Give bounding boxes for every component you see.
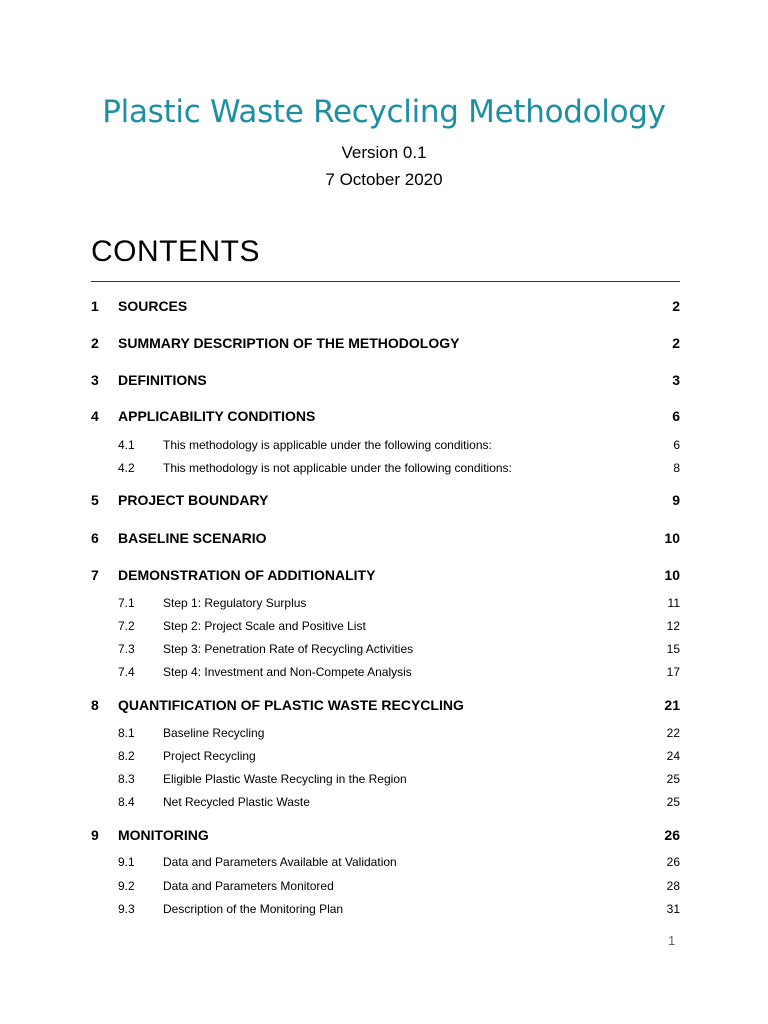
toc-entry-page: 26 — [664, 827, 680, 843]
toc-entry[interactable] — [91, 333, 680, 353]
toc-entry-page: 11 — [667, 596, 680, 610]
toc-entry-label: QUANTIFICATION OF PLASTIC WASTE RECYCLING — [118, 697, 464, 713]
toc-entry-number: 4 — [91, 408, 99, 424]
toc-entry-number: 7.2 — [118, 619, 135, 633]
toc-entry-label: APPLICABILITY CONDITIONS — [118, 408, 316, 424]
toc-entry-number: 8.4 — [118, 795, 135, 809]
document-date: 7 October 2020 — [325, 170, 443, 189]
toc-entry-label: This methodology is applicable under the following conditions: — [163, 438, 492, 452]
toc-entry-page: 9 — [672, 492, 680, 508]
toc-entry-page: 26 — [666, 855, 680, 869]
toc-subentry[interactable] — [91, 617, 680, 635]
toc-entry-label: Step 4: Investment and Non-Compete Analysis — [163, 665, 412, 679]
toc-entry-number: 8.2 — [118, 749, 135, 763]
contents-divider — [91, 281, 680, 282]
toc-subentry[interactable] — [91, 436, 680, 454]
toc-entry-number: 9 — [91, 827, 99, 843]
toc-entry-number: 1 — [91, 298, 99, 314]
toc-entry-label: DEFINITIONS — [118, 372, 207, 388]
toc-entry[interactable] — [91, 695, 680, 715]
toc-entry-number: 2 — [91, 335, 99, 351]
toc-entry[interactable] — [91, 565, 680, 585]
toc-entry-page: 22 — [666, 726, 680, 740]
toc-entry-page: 8 — [673, 461, 680, 475]
toc-entry-page: 10 — [664, 567, 680, 583]
toc-entry-page: 24 — [666, 749, 680, 763]
toc-entry-number: 9.3 — [118, 902, 135, 916]
toc-subentry[interactable] — [91, 793, 680, 811]
toc-entry-label: Step 2: Project Scale and Positive List — [163, 619, 366, 633]
toc-subentry[interactable] — [91, 594, 680, 612]
toc-entry[interactable] — [91, 490, 680, 510]
toc-entry-page: 6 — [672, 408, 680, 424]
page-number: 1 — [668, 933, 676, 948]
toc-entry-number: 5 — [91, 492, 99, 508]
toc-entry[interactable] — [91, 528, 680, 548]
toc-entry-number: 3 — [91, 372, 99, 388]
toc-entry-label: Baseline Recycling — [163, 726, 265, 740]
toc-subentry[interactable] — [91, 770, 680, 788]
toc-entry-number: 8 — [91, 697, 99, 713]
toc-entry-label: Description of the Monitoring Plan — [163, 902, 344, 916]
toc-entry[interactable] — [91, 370, 680, 390]
toc-entry-label: Step 1: Regulatory Surplus — [163, 596, 307, 610]
toc-entry-page: 17 — [666, 665, 680, 679]
toc-entry-label: Step 3: Penetration Rate of Recycling Activities — [163, 642, 414, 656]
document-title: Plastic Waste Recycling Methodology — [102, 94, 666, 130]
toc-subentry[interactable] — [91, 747, 680, 765]
toc-entry-page: 6 — [673, 438, 680, 452]
toc-entry-page: 10 — [664, 530, 680, 546]
toc-subentry[interactable] — [91, 459, 680, 477]
document-version: Version 0.1 — [341, 143, 427, 162]
toc-subentry[interactable] — [91, 853, 680, 871]
toc-entry-label: This methodology is not applicable under the following conditions: — [163, 461, 512, 475]
toc-entry-page: 25 — [666, 795, 680, 809]
toc-entry-number: 7.1 — [118, 596, 135, 610]
toc-entry-number: 7.4 — [118, 665, 135, 679]
contents-heading: CONTENTS — [91, 235, 260, 268]
toc-subentry[interactable] — [91, 663, 680, 681]
toc-entry-label: SOURCES — [118, 298, 188, 314]
toc-entry-number: 8.3 — [118, 772, 135, 786]
toc-entry-label: Project Recycling — [163, 749, 256, 763]
toc-entry-label: Eligible Plastic Waste Recycling in the Region — [163, 772, 407, 786]
toc-subentry[interactable] — [91, 877, 680, 895]
toc-entry[interactable] — [91, 825, 680, 845]
toc-entry-label: DEMONSTRATION OF ADDITIONALITY — [118, 567, 376, 583]
toc-entry-page: 15 — [666, 642, 680, 656]
toc-entry-page: 12 — [666, 619, 680, 633]
toc-entry-label: MONITORING — [118, 827, 209, 843]
toc-entry-page: 21 — [664, 697, 680, 713]
toc-entry-number: 6 — [91, 530, 99, 546]
toc-entry-label: BASELINE SCENARIO — [118, 530, 267, 546]
toc-entry-page: 2 — [672, 335, 680, 351]
toc-entry-label: PROJECT BOUNDARY — [118, 492, 269, 508]
toc-subentry[interactable] — [91, 900, 680, 918]
toc-entry-number: 7.3 — [118, 642, 135, 656]
toc-entry-label: Data and Parameters Monitored — [163, 879, 334, 893]
toc-entry-number: 9.1 — [118, 855, 135, 869]
toc-entry-label: SUMMARY DESCRIPTION OF THE METHODOLOGY — [118, 335, 460, 351]
toc-entry-number: 4.1 — [118, 438, 135, 452]
toc-entry-number: 8.1 — [118, 726, 135, 740]
toc-entry-number: 4.2 — [118, 461, 135, 475]
toc-entry[interactable] — [91, 296, 680, 316]
toc-entry[interactable] — [91, 406, 680, 426]
toc-entry-number: 7 — [91, 567, 99, 583]
toc-entry-label: Net Recycled Plastic Waste — [163, 795, 310, 809]
toc-entry-page: 28 — [666, 879, 680, 893]
toc-entry-page: 2 — [672, 298, 680, 314]
toc-entry-label: Data and Parameters Available at Validation — [163, 855, 397, 869]
toc-subentry[interactable] — [91, 640, 680, 658]
toc-entry-page: 3 — [672, 372, 680, 388]
toc-subentry[interactable] — [91, 724, 680, 742]
toc-entry-page: 31 — [666, 902, 680, 916]
toc-entry-page: 25 — [666, 772, 680, 786]
toc-entry-number: 9.2 — [118, 879, 135, 893]
